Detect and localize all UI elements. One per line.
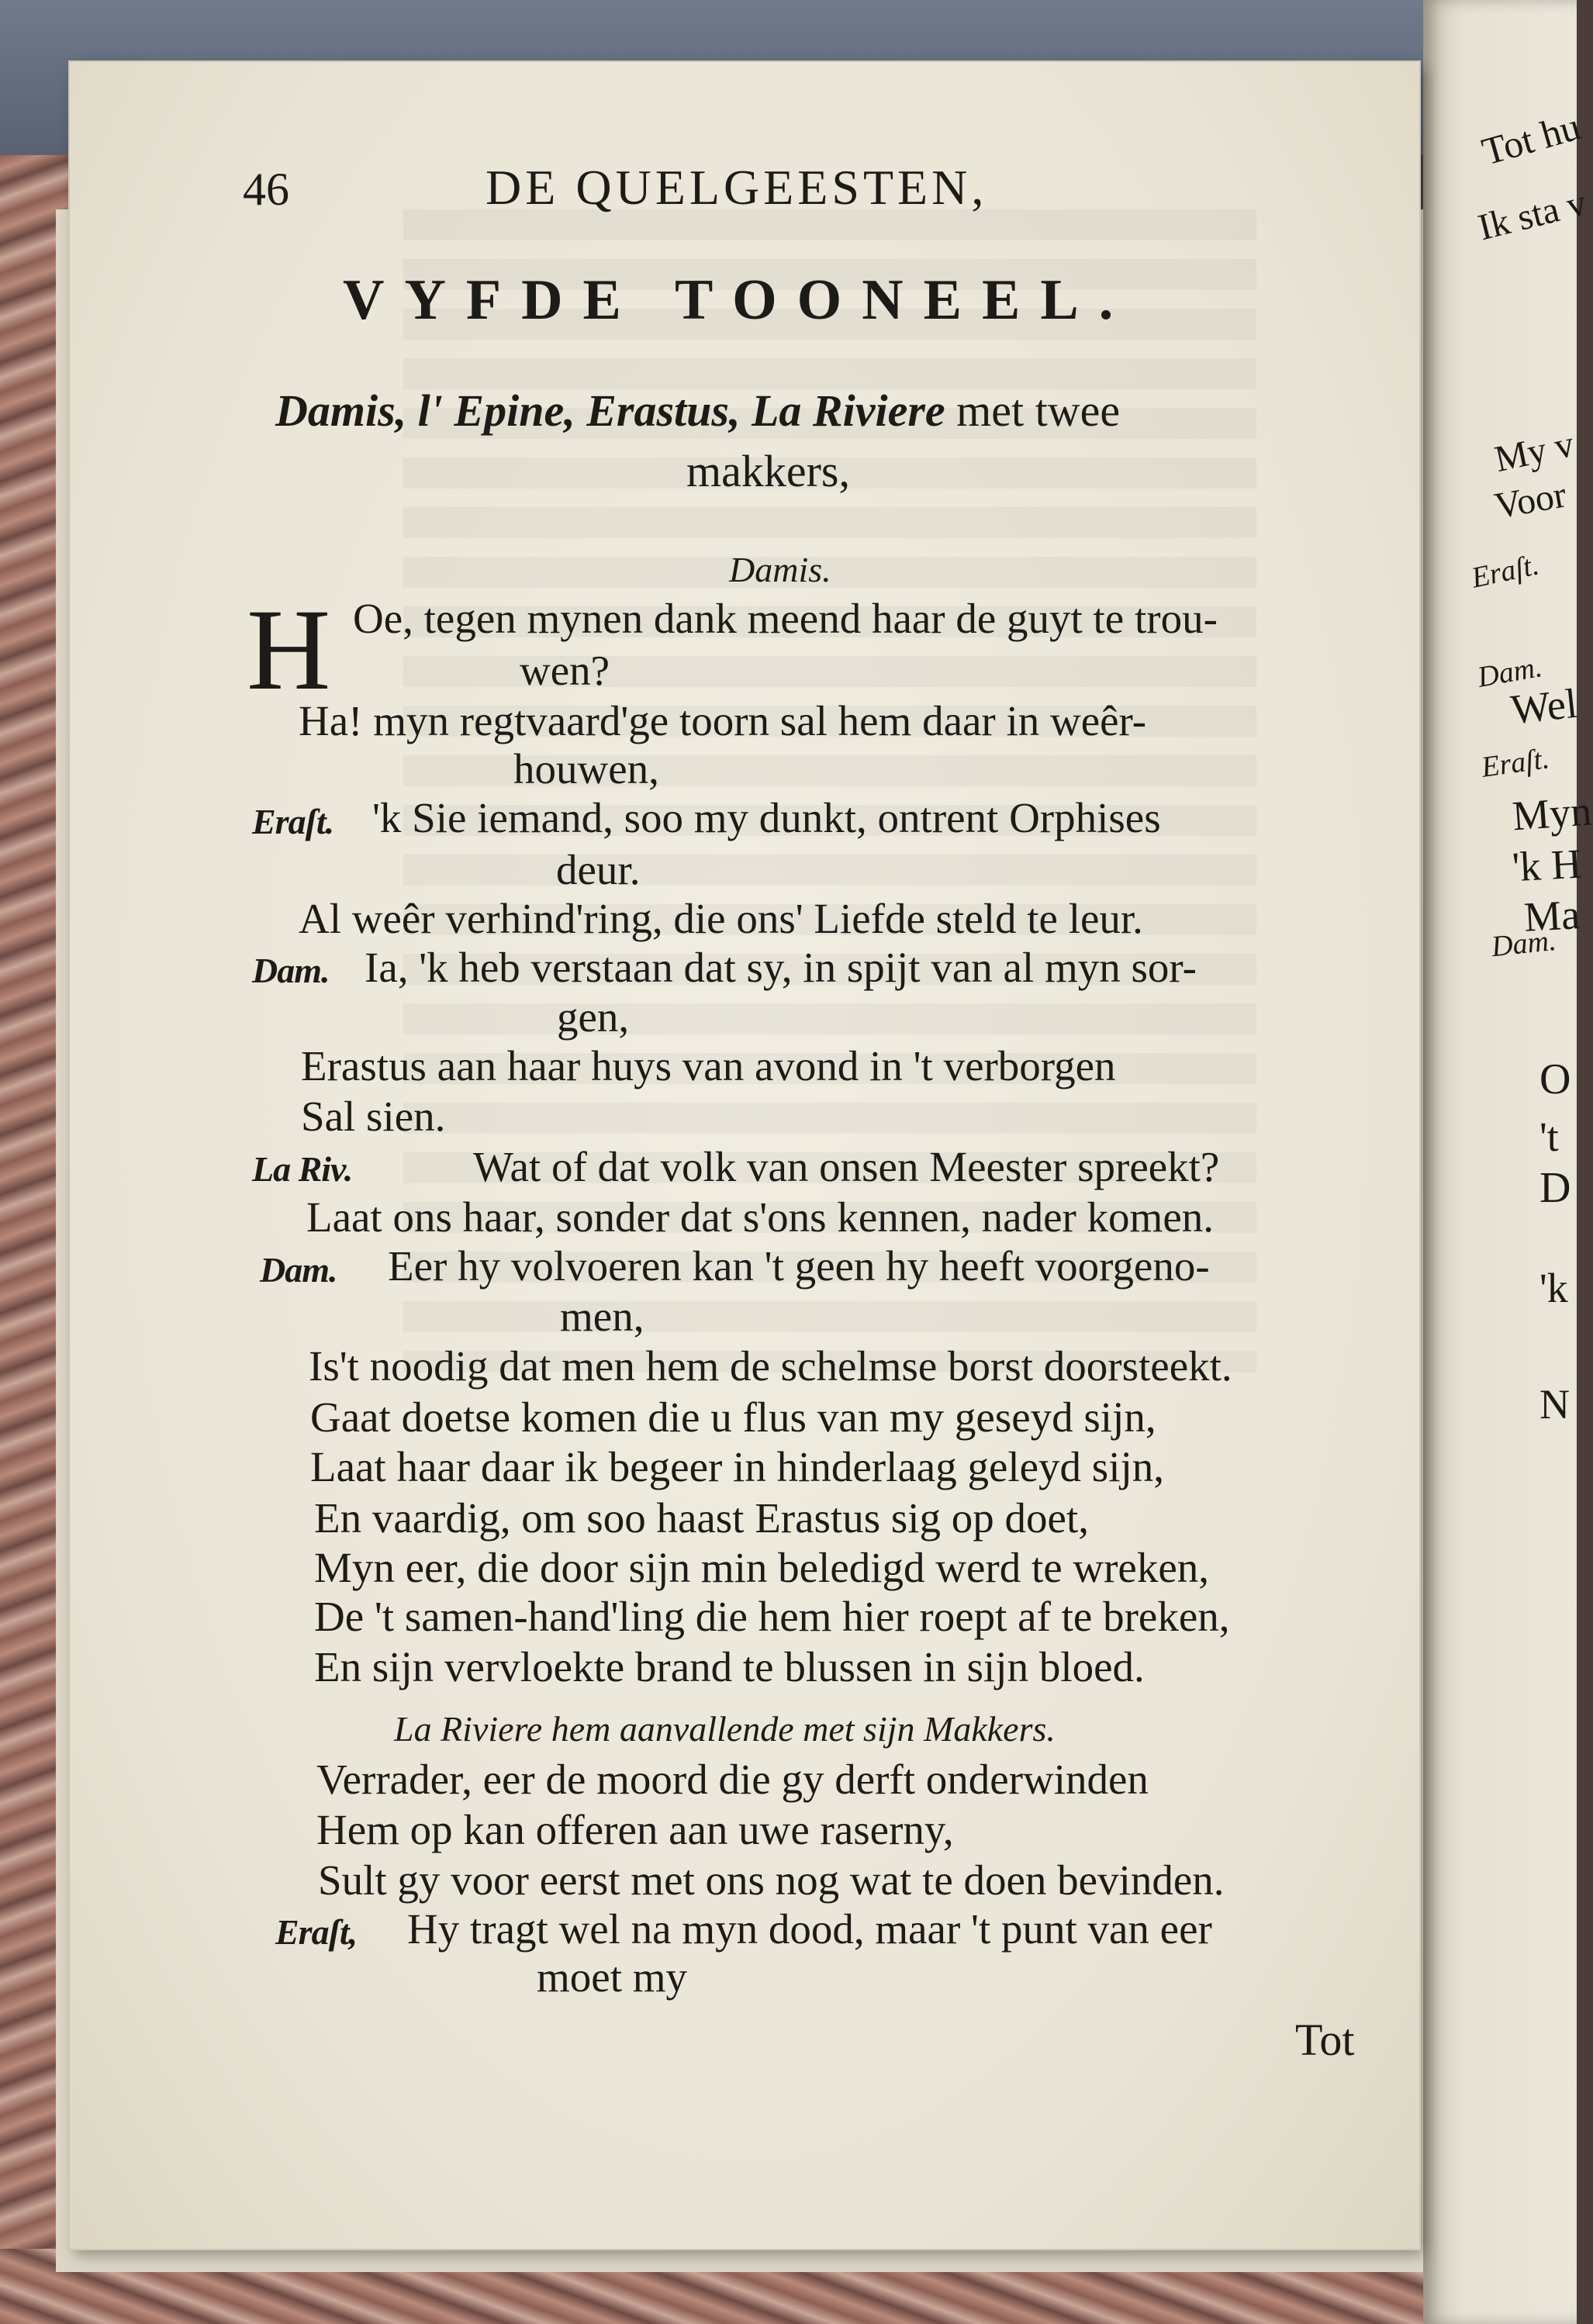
facing-fragment: D: [1539, 1164, 1571, 1212]
facing-fragment: Dam.: [1490, 924, 1558, 964]
facing-fragment: Dam.: [1474, 651, 1545, 694]
verse-line: Sult gy voor eerst met ons nog wat te doen bevinden.: [318, 1856, 1225, 1904]
verse-line: 'k Sie iemand, soo my dunkt, ontrent Orphises: [372, 794, 1161, 841]
drop-cap: H: [247, 585, 331, 714]
speaker-label: Eraſt.: [252, 802, 334, 841]
verse-line: men,: [560, 1293, 644, 1340]
facing-fragment: Tot hu: [1477, 104, 1585, 174]
facing-fragment: 'k H: [1511, 840, 1583, 891]
verse-line: Al weêr verhind'ring, die ons' Liefde steld te leur.: [299, 895, 1143, 942]
verse-line: De 't samen-hand'ling die hem hier roept af te breken,: [314, 1593, 1230, 1640]
verse-line: Gaat doetse komen die u flus van my geseyd sijn,: [310, 1393, 1156, 1441]
stage-direction: La Riviere hem aanvallende met sijn Makkers.: [394, 1709, 1056, 1749]
cast-list-line2: makkers,: [686, 446, 850, 496]
speaker-label: La Riv.: [252, 1149, 353, 1189]
verse-line: houwen,: [513, 745, 659, 793]
verse-line: Is't noodig dat men hem de schelmse borst doorsteekt.: [309, 1342, 1232, 1390]
verse-line: En sijn vervloekte brand te blussen in sijn bloed.: [314, 1643, 1145, 1690]
verse-line: deur.: [556, 846, 641, 893]
facing-page: [1423, 0, 1593, 2324]
facing-fragment: Ma: [1522, 891, 1581, 941]
verse-line: Laat ons haar, sonder dat s'ons kennen, nader komen.: [306, 1193, 1214, 1241]
catchword: Tot: [1295, 2015, 1355, 2065]
speaker-label: Eraſt,: [275, 1912, 358, 1952]
verse-line: Verrader, eer de moord die gy derft onderwinden: [316, 1756, 1149, 1803]
verse-line: Ia, 'k heb verstaan dat sy, in spijt van al myn sor-: [365, 944, 1197, 991]
facing-fragment: 't: [1539, 1114, 1559, 1160]
facing-fragment: Eraſt.: [1468, 548, 1543, 595]
verse-line: Sal sien.: [301, 1093, 446, 1140]
facing-fragment: My v: [1491, 423, 1578, 481]
facing-fragment: 'k: [1539, 1265, 1568, 1311]
verse-line: Erastus aan haar huys van avond in 't verborgen: [301, 1042, 1116, 1089]
verse-line: En vaardig, om soo haast Erastus sig op doet,: [314, 1494, 1089, 1542]
speaker-label: Dam.: [252, 951, 330, 990]
cast-suffix: met twee: [945, 385, 1121, 436]
verse-line: Wat of dat volk van onsen Meester spreekt?: [473, 1143, 1220, 1190]
facing-fragment: O: [1539, 1055, 1571, 1103]
verse-line: Ha! myn regtvaard'ge toorn sal hem daar in weêr-: [299, 697, 1147, 744]
facing-fragment: Wel: [1508, 679, 1580, 734]
facing-fragment: Voor: [1491, 474, 1570, 527]
verse-line: Hy tragt wel na myn dood, maar 't punt van eer: [407, 1905, 1212, 1953]
verse-line: Laat haar daar ik begeer in hinderlaag geleyd sijn,: [310, 1443, 1165, 1490]
verse-line: moet my: [537, 1953, 688, 2001]
facing-fragment: Eraſt.: [1479, 742, 1552, 784]
verse-line: Myn eer, die door sijn min beledigd werd te wreken,: [314, 1544, 1210, 1591]
verse-line: gen,: [557, 993, 630, 1041]
verse-line: Oe, tegen mynen dank meend haar de guyt te trou-: [353, 595, 1218, 642]
verse-line: wen?: [520, 647, 610, 694]
speaker-label: Dam.: [260, 1250, 337, 1290]
cast-names: Damis, l' Epine, Erastus, La Riviere: [275, 385, 945, 436]
facing-fragment: Ik sta v: [1474, 181, 1591, 249]
facing-fragment: Myn: [1511, 787, 1593, 840]
scene-heading: VYFDE TOONEEL.: [343, 268, 1134, 332]
page-number: 46: [243, 164, 289, 215]
speaker-label: Damis.: [729, 550, 831, 589]
running-title: DE QUELGEESTEN,: [486, 160, 988, 215]
verse-line: Eer hy volvoeren kan 't geen hy heeft voorgeno-: [388, 1242, 1210, 1290]
cast-list: [275, 385, 1121, 436]
verse-line: Hem op kan offeren aan uwe raserny,: [316, 1806, 954, 1853]
facing-fragment: N: [1539, 1381, 1570, 1428]
